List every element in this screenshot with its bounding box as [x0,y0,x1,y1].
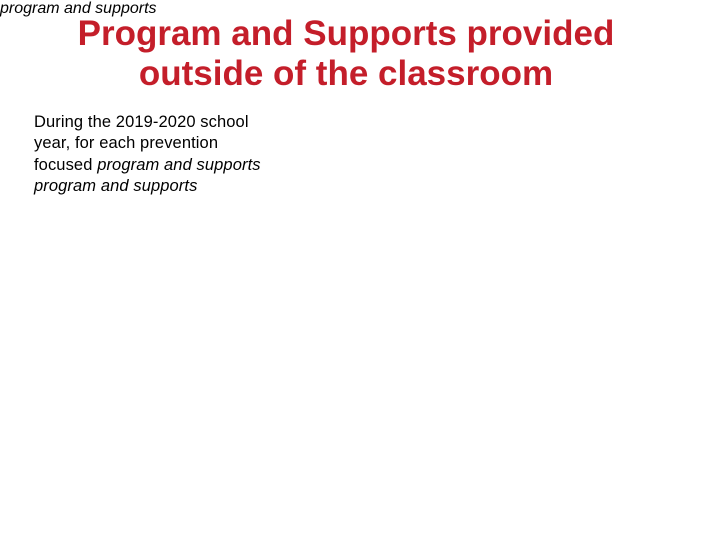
instructions-text [34,112,266,197]
instr-text-a: During the 2019-2020 school year, for each prevention focused [34,113,249,174]
instr-text-em: program and supports [97,155,261,174]
slide-title-line1: Program and Supports provided [77,14,615,53]
instr-text-em: program and supports [34,176,198,195]
slide-title-line2: outside of the classroom [138,54,554,93]
slide-title [20,14,672,94]
instr-text-em: program and supports [0,0,157,17]
instructions-paragraph-1 [34,112,266,176]
